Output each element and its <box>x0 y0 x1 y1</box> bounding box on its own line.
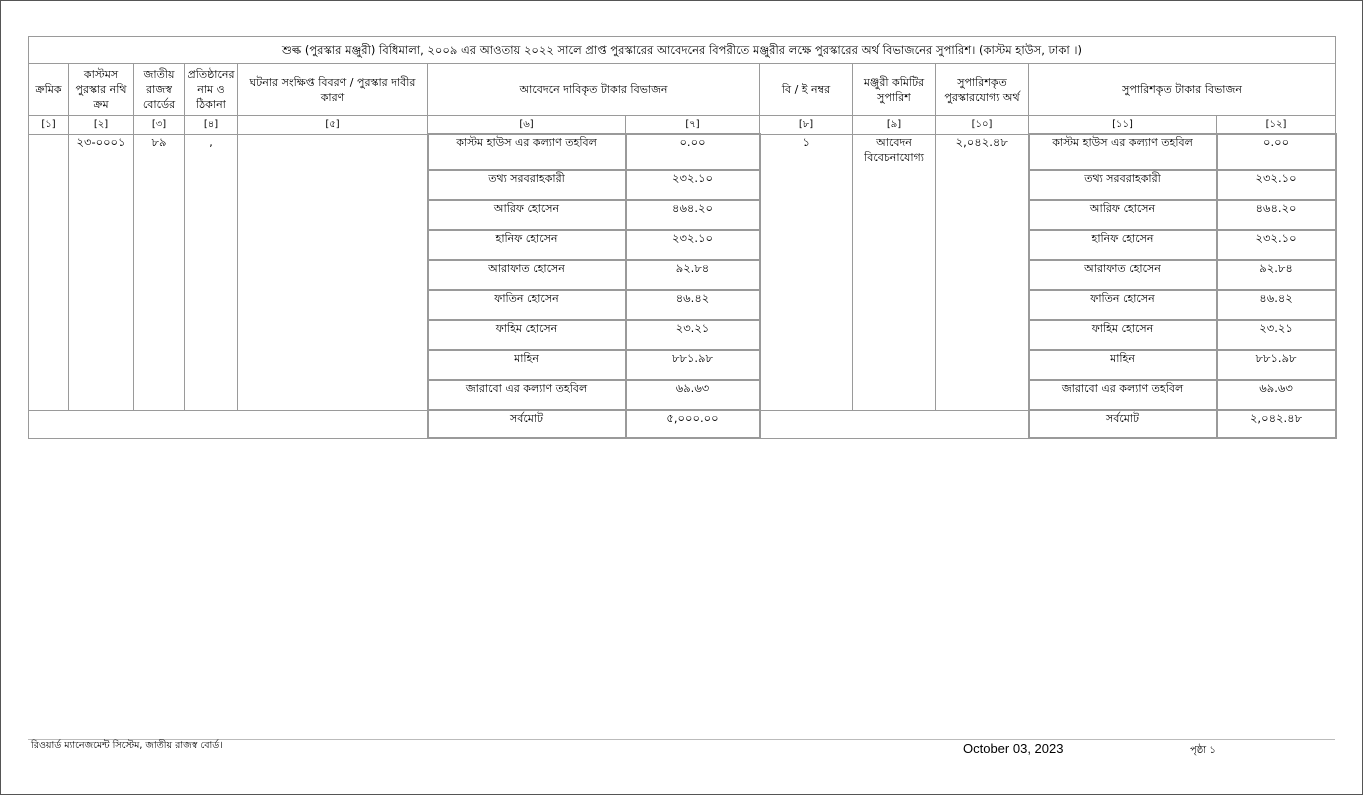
header-nbr: জাতীয় রাজস্ব বোর্ডের <box>134 64 185 116</box>
recommended-name: ফাতিন হোসেন <box>1029 290 1217 320</box>
recommended-name: হানিফ হোসেন <box>1029 230 1217 260</box>
footer-rule <box>28 739 1335 740</box>
header-claimed-split: আবেদনে দাবিকৃত টাকার বিভাজন <box>428 64 760 116</box>
table-row <box>29 134 1336 170</box>
nbr-cell: ৮৯ <box>134 134 185 410</box>
claimed-total: ৫,০০০.০০ <box>626 410 760 438</box>
col-number: [৩] <box>134 116 185 135</box>
claimed-name: ফাতিন হোসেন <box>428 290 626 320</box>
claimed-amount: ৮৮১.৯৮ <box>626 350 760 380</box>
report-title: শুল্ক (পুরস্কার মঞ্জুরী) বিধিমালা, ২০০৯ এর আওতায় ২০২২ সালে প্রাপ্ত পুরস্কারের আবেদনের বিপরীতে মঞ্জুরীর লক্ষে পুরস্কারের অর্থ বিভাজনের সুপারিশ। (কাস্টম হাউস, ঢাকা ।) <box>29 37 1336 64</box>
be-no-cell: ১ <box>760 134 853 410</box>
claimed-amount: ৪৬.৪২ <box>626 290 760 320</box>
col-number: [৭] <box>626 116 760 135</box>
committee-cell: আবেদন বিবেচনাযোগ্য <box>853 134 936 410</box>
footer-page-number: পৃষ্ঠা ১ <box>1190 745 1216 756</box>
recommended-amount: ৪৬৪.২০ <box>1217 200 1336 230</box>
recommended-name: আরাফাত হোসেন <box>1029 260 1217 290</box>
recommended-amount: ২৩২.১০ <box>1217 170 1336 200</box>
col-number: [৯] <box>853 116 936 135</box>
header-committee: মঞ্জুরী কমিটির সুপারিশ <box>853 64 936 116</box>
claimed-name: তথ্য সরবরাহকারী <box>428 170 626 200</box>
claimed-name: আরাফাত হোসেন <box>428 260 626 290</box>
claimed-name: মাহিন <box>428 350 626 380</box>
recommended-amount: ২৩২.১০ <box>1217 230 1336 260</box>
claimed-amount: ২৩২.১০ <box>626 170 760 200</box>
recommended-name: মাহিন <box>1029 350 1217 380</box>
col-number: [১১] <box>1029 116 1217 135</box>
recommended-amount: ৮৮১.৯৮ <box>1217 350 1336 380</box>
recommended-amount: ৪৬.৪২ <box>1217 290 1336 320</box>
recommended-amount: ৯২.৮৪ <box>1217 260 1336 290</box>
header-be-no: বি / ই নম্বর <box>760 64 853 116</box>
recommended-name: কাস্টম হাউস এর কল্যাণ তহবিল <box>1029 134 1217 170</box>
recommended-amount: ২৩.২১ <box>1217 320 1336 350</box>
report-table <box>28 36 1337 439</box>
header-serial: ক্রমিক <box>29 64 69 116</box>
header-file-no: কাস্টমস পুরস্কার নথি ক্রম <box>69 64 134 116</box>
claimed-amount: ২৩.২১ <box>626 320 760 350</box>
recommended-amount-cell: ২,০৪২.৪৮ <box>936 134 1029 410</box>
claimed-name: জারাবো এর কল্যাণ তহবিল <box>428 380 626 410</box>
claimed-total-label: সর্বমোট <box>428 410 626 438</box>
col-number: [৪] <box>185 116 238 135</box>
header-recommended-amount: সুপারিশকৃত পুরস্কারযোগ্য অর্থ <box>936 64 1029 116</box>
claimed-amount: ৪৬৪.২০ <box>626 200 760 230</box>
col-number: [২] <box>69 116 134 135</box>
recommended-amount: ০.০০ <box>1217 134 1336 170</box>
totals-row <box>29 410 1336 438</box>
footer-system-name: রিওয়ার্ড ম্যানেজমেন্ট সিস্টেম, জাতীয় রাজস্ব বোর্ড। <box>31 740 223 751</box>
recommended-name: জারাবো এর কল্যাণ তহবিল <box>1029 380 1217 410</box>
col-number: [১] <box>29 116 69 135</box>
header-org: প্রতিষ্ঠানের নাম ও ঠিকানা <box>185 64 238 116</box>
col-number: [১২] <box>1217 116 1336 135</box>
claimed-name: কাস্টম হাউস এর কল্যাণ তহবিল <box>428 134 626 170</box>
recommended-name: ফাহিম হোসেন <box>1029 320 1217 350</box>
col-number: [৫] <box>238 116 428 135</box>
recommended-name: তথ্য সরবরাহকারী <box>1029 170 1217 200</box>
totals-blank <box>29 410 428 438</box>
claimed-name: আরিফ হোসেন <box>428 200 626 230</box>
totals-blank-middle <box>760 410 1029 438</box>
footer-date: October 03, 2023 <box>963 741 1064 756</box>
recommended-total-label: সর্বমোট <box>1029 410 1217 438</box>
recommended-amount: ৬৯.৬৩ <box>1217 380 1336 410</box>
claimed-name: ফাহিম হোসেন <box>428 320 626 350</box>
col-number: [৮] <box>760 116 853 135</box>
header-desc: ঘটনার সংক্ষিপ্ত বিবরণ / পুরস্কার দাবীর কারণ <box>238 64 428 116</box>
recommended-total: ২,০৪২.৪৮ <box>1217 410 1336 438</box>
claimed-amount: ৯২.৮৪ <box>626 260 760 290</box>
claimed-amount: ২৩২.১০ <box>626 230 760 260</box>
desc-cell <box>238 134 428 410</box>
org-cell: , <box>185 134 238 410</box>
serial-cell <box>29 134 69 410</box>
file-no-cell: ২৩-০০০১ <box>69 134 134 410</box>
claimed-amount: ০.০০ <box>626 134 760 170</box>
header-recommended-split: সুপারিশকৃত টাকার বিভাজন <box>1029 64 1336 116</box>
claimed-name: হানিফ হোসেন <box>428 230 626 260</box>
claimed-amount: ৬৯.৬৩ <box>626 380 760 410</box>
col-number: [১০] <box>936 116 1029 135</box>
recommended-name: আরিফ হোসেন <box>1029 200 1217 230</box>
col-number: [৬] <box>428 116 626 135</box>
